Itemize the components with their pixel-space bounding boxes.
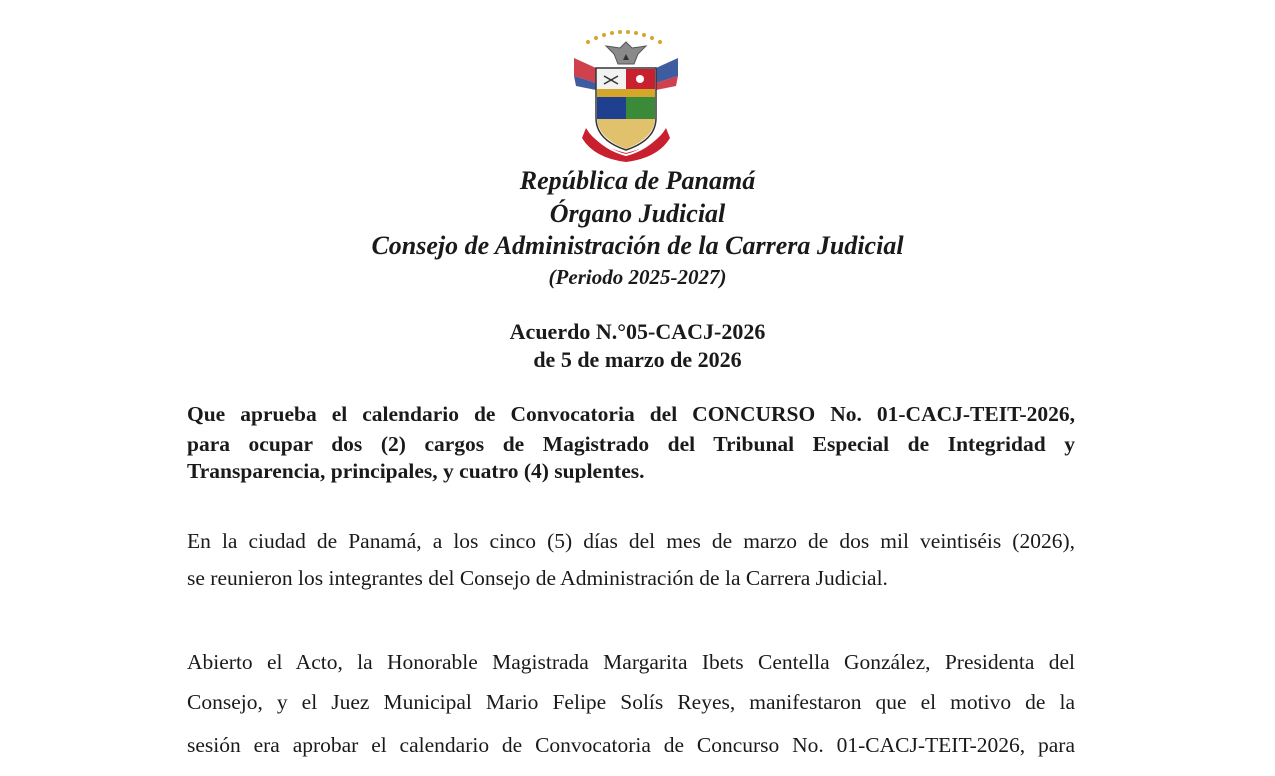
acuerdo-number: Acuerdo N.°05-CACJ-2026 — [509, 319, 766, 344]
acuerdo-date: de 5 de marzo de 2026 — [533, 347, 742, 372]
header-periodo: (Periodo 2025-2027) — [548, 265, 727, 289]
paragraph-1-line-2: se reunieron los integrantes del Consejo de Administración de la Carrera Judicial. — [187, 566, 888, 590]
eagle-icon — [606, 42, 646, 64]
paragraph-2-line-1: Abierto el Acto, la Honorable Magistrada Margarita Ibets Centella González, Presidenta del — [187, 650, 1075, 674]
paragraph-1-line-1: En la ciudad de Panamá, a los cinco (5) días del mes de marzo de dos mil veintiséis (2026), — [187, 529, 1075, 553]
paragraph-2-line-3: sesión era aprobar el calendario de Convocatoria de Concurso No. 01-CACJ-TEIT-2026, para — [187, 733, 1075, 757]
paragraph-2-line-2: Consejo, y el Juez Municipal Mario Felipe Solís Reyes, manifestaron que el motivo de la — [187, 690, 1075, 714]
stars-arc — [586, 30, 662, 44]
subject-line-2: para ocupar dos (2) cargos de Magistrado del Tribunal Especial de Integridad y — [187, 432, 1075, 456]
shield-icon — [596, 68, 656, 150]
subject-line-3: Transparencia, principales, y cuatro (4) suplentes. — [187, 459, 645, 483]
header-republic: República de Panamá — [519, 166, 756, 195]
header-consejo: Consejo de Administración de la Carrera Judicial — [371, 231, 904, 260]
header-organo: Órgano Judicial — [549, 199, 726, 228]
subject-line-1: Que aprueba el calendario de Convocatoria del CONCURSO No. 01-CACJ-TEIT-2026, — [187, 402, 1075, 426]
panama-coat-of-arms-icon — [566, 28, 686, 163]
